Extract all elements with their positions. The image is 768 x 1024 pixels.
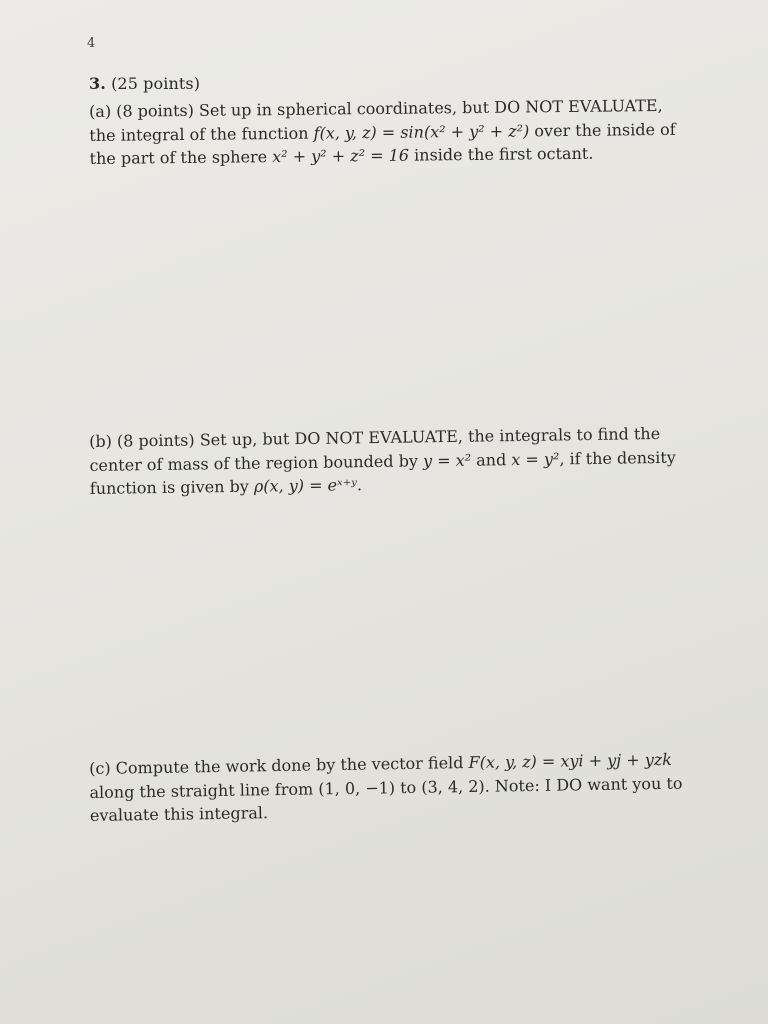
part-a-line-2-text-start: the integral of the function [89, 123, 314, 145]
part-c-line-3: evaluate this integral. [89, 803, 269, 825]
part-b-line-3-text-start: function is given by [89, 476, 255, 498]
part-b [89, 422, 676, 501]
sphere-equation: x² + y² + z² = 16 [272, 145, 410, 167]
problem-header [89, 74, 200, 93]
problem-points: (25 points) [111, 74, 201, 93]
curve-equation-1: y = x² [422, 450, 472, 470]
page-number: 4 [87, 36, 96, 51]
part-a-line-3-text-end: inside the first octant. [408, 143, 594, 165]
problem-number: 3. [89, 74, 106, 93]
part-b-line-2-text-mid: and [470, 449, 512, 470]
part-a-line-1: (a) (8 points) Set up in spherical coordinates, but DO NOT EVALUATE, [89, 95, 663, 121]
part-c-line-1-text-start: (c) Compute the work done by the vector field [89, 753, 469, 778]
curve-equation-2: x = y² [511, 448, 560, 469]
part-b-line-2-text-end: , if the density [559, 447, 676, 468]
function-expression: f(x, y, z) = sin(x² + y² + z²) [313, 120, 530, 143]
part-a-line-2-text-end: over the inside of [529, 119, 676, 140]
part-a-line-3-text-start: the part of the sphere [89, 147, 273, 168]
part-a [89, 94, 676, 171]
density-function: ρ(x, y) = eˣ⁺ʸ [253, 475, 358, 496]
part-c [89, 748, 683, 828]
part-b-line-1: (b) (8 points) Set up, but DO NOT EVALUATE, the integrals to find the [89, 424, 661, 451]
part-b-line-2-text-start: center of mass of the region bounded by [89, 450, 424, 475]
part-c-line-2: along the straight line from (1, 0, −1) to (3, 4, 2). Note: I DO want you to [89, 773, 683, 802]
part-a-line-3 [89, 141, 676, 171]
vector-field-expression: F(x, y, z) = xyi + yj + yzk [468, 749, 673, 773]
part-b-line-3-text-end: . [356, 475, 363, 495]
